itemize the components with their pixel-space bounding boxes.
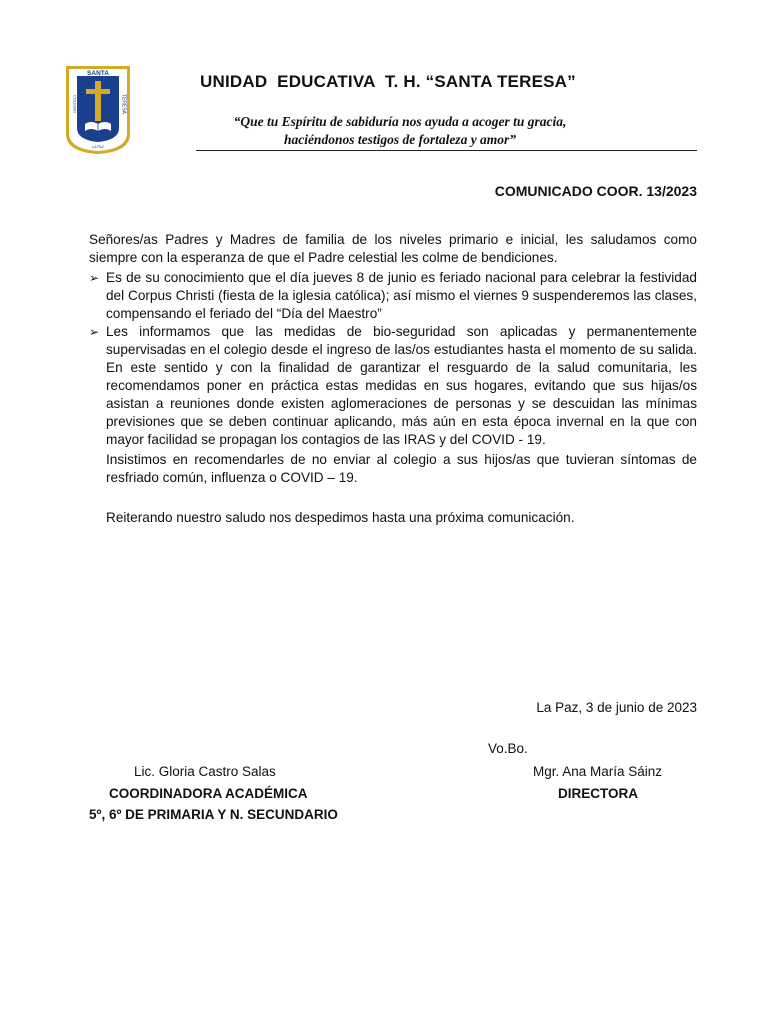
director-title: DIRECTORA [558, 786, 639, 801]
memo-title: COMUNICADO COOR. 13/2023 [494, 183, 697, 199]
intro-paragraph: Señores/as Padres y Madres de familia de los niveles primario e inicial, les saludamos como siempre con la esperanza de que el Padre celestial les colme de bendiciones. [89, 232, 697, 265]
extra-paragraph: Insistimos en recomendarles de no enviar al colegio a sus hijos/as que tuvieran síntomas de resfriado común, influenza o COVID – 19. [106, 452, 697, 485]
bullet-item [89, 269, 697, 323]
arrow-bullet-icon: ➢ [89, 271, 100, 285]
letter-body [89, 231, 697, 527]
motto [190, 113, 610, 149]
motto-line-2: haciéndonos testigos de fortaleza y amor” [283, 132, 517, 147]
bullet-text: Les informamos que las medidas de bio-seguridad son aplicadas y permanentemente supervisadas en el colegio desde el ingreso de las/os estudiantes hasta el momento de su salida. En este sentido y con la finalidad de garantizar el resguardo de la salud comunitaria, les recomendamos poner en práctica estas medidas en sus hogares, evitando que sus hijas/os asistan a reuniones donde existen aglomeraciones de personas y se descuidan las mínimas previsiones que se deben continuar aplicando, más aún en esta época invernal en la que con mayor facilidad se propagan los contagios de las IRAS y del COVID - 19. [106, 324, 697, 447]
school-name: UNIDAD EDUCATIVA T. H. “SANTA TERESA” [200, 72, 576, 91]
closing-paragraph: Reiterando nuestro saludo nos despedimos hasta una próxima comunicación. [106, 510, 575, 525]
school-crest-icon [64, 64, 132, 156]
coordinator-title: COORDINADORA ACADÉMICA [109, 786, 308, 801]
coordinator-name: Lic. Gloria Castro Salas [134, 764, 276, 779]
coordinator-subtitle: 5º, 6º DE PRIMARIA Y N. SECUNDARIO [89, 807, 338, 822]
header-divider [196, 150, 697, 151]
bullet-list [89, 269, 697, 449]
crest-bottom-text: LA PAZ [92, 145, 104, 149]
crest-right-text: TERESA [120, 93, 127, 115]
vobo-label: Vo.Bo. [488, 741, 528, 756]
motto-line-1: “Que tu Espíritu de sabiduría nos ayuda a acoger tu gracia, [233, 114, 567, 129]
bullet-text: Es de su conocimiento que el día jueves 8 de junio es feriado nacional para celebrar la festividad del Corpus Christi (fiesta de la iglesia católica); así mismo el viernes 9 suspenderemos las clases, compensando el feriado del “Día del Maestro” [106, 270, 697, 321]
crest-top-text: SANTA [87, 70, 109, 77]
letter-date: La Paz, 3 de junio de 2023 [536, 700, 697, 715]
crest-left-text: COLEGIO [72, 94, 78, 114]
bullet-item [89, 323, 697, 449]
arrow-bullet-icon: ➢ [89, 325, 100, 339]
director-name: Mgr. Ana María Sáinz [533, 764, 663, 779]
